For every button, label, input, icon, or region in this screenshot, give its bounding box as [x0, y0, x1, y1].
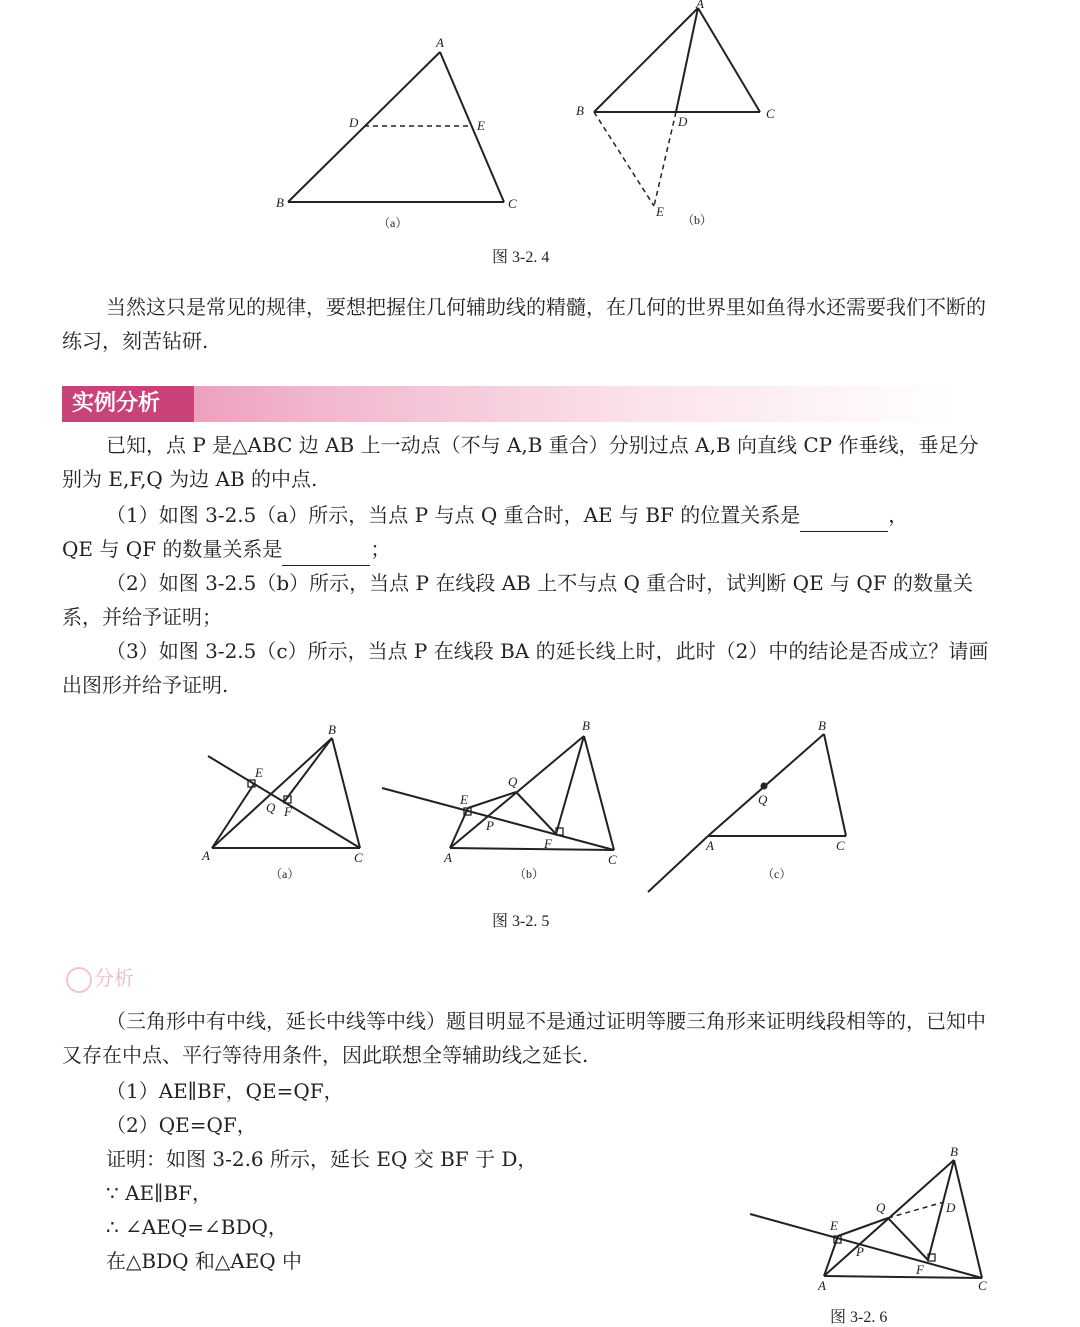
- analysis-label: [66, 962, 134, 993]
- point-label: D: [946, 1200, 956, 1215]
- point-label: Q: [266, 800, 276, 815]
- point-label: C: [836, 838, 845, 853]
- point-label: C: [608, 852, 617, 867]
- question-3: （3）如图 3-2.5（c）所示，当点 P 在线段 BA 的延长线上时，此时（2）中的结论是否成立？请画出图形并给予证明.: [62, 639, 989, 697]
- figure-3-2-5b: [378, 716, 628, 886]
- point-label: E: [656, 204, 664, 219]
- point-label: Q: [876, 1200, 886, 1215]
- figure-caption: 图 3-2. 5: [492, 913, 550, 930]
- subfigure-label: （b）: [682, 213, 713, 227]
- question-1: [106, 498, 908, 532]
- analysis-label-text: 分析: [94, 966, 134, 990]
- point-label: C: [766, 106, 775, 121]
- analysis-line: ∴ ∠AEQ=∠BDQ，: [106, 1215, 288, 1239]
- analysis-line: （2）QE=QF，: [106, 1113, 257, 1137]
- point-label: E: [460, 792, 468, 807]
- punct: ，: [888, 503, 909, 527]
- point-label: F: [916, 1262, 924, 1277]
- analysis-line: （1）AE∥BF，QE=QF，: [106, 1079, 344, 1103]
- punct: ；: [370, 537, 391, 561]
- figure-caption: 图 3-2. 6: [830, 1309, 888, 1326]
- subfigure-label: （a）: [378, 216, 408, 230]
- figure-3-2-4b: [570, 0, 790, 236]
- question-1-text: （1）如图 3-2.5（a）所示，当点 P 与点 Q 重合时，AE 与 BF 的位置关系是: [106, 503, 801, 527]
- analysis-line: ∵ AE∥BF，: [106, 1181, 212, 1205]
- point-label: A: [696, 0, 704, 11]
- figure-caption: 图 3-2. 4: [492, 249, 550, 266]
- analysis-line: 证明：如图 3-2.6 所示，延长 EQ 交 BF 于 D，: [106, 1147, 538, 1171]
- section-title: 实例分析: [62, 386, 194, 422]
- point-label: F: [544, 836, 552, 851]
- point-label: P: [856, 1244, 864, 1259]
- subfigure-label: （a）: [270, 867, 300, 881]
- point-label: B: [328, 722, 336, 737]
- point-label: B: [276, 195, 284, 210]
- question-2: （2）如图 3-2.5（b）所示，当点 P 在线段 AB 上不与点 Q 重合时，试判断 QE 与 QF 的数量关系，并给予证明；: [62, 571, 974, 629]
- point-label: A: [436, 35, 444, 50]
- point-label: E: [477, 118, 485, 133]
- point-label: P: [486, 818, 494, 833]
- paragraph: 当然这只是常见的规律，要想把握住几何辅助线的精髓，在几何的世界里如鱼得水还需要我们不断的练习，刻苦钻研.: [62, 295, 986, 353]
- figure-3-2-4a: [270, 30, 530, 240]
- point-label: A: [202, 848, 210, 863]
- point-label: C: [978, 1278, 987, 1292]
- point-label: D: [678, 114, 688, 129]
- subfigure-label: （b）: [514, 867, 545, 881]
- point-label: B: [950, 1144, 958, 1159]
- point-label: A: [818, 1278, 826, 1292]
- point-label: E: [830, 1218, 838, 1233]
- figure-3-2-6: [748, 1140, 998, 1292]
- analysis-paragraph: （三角形中有中线，延长中线等中线）题目明显不是通过证明等腰三角形来证明线段相等的，已知中又存在中点、平行等待用条件，因此联想全等辅助线之延长.: [62, 1009, 986, 1067]
- point-label: C: [508, 196, 517, 211]
- problem-intro: 已知，点 P 是△ABC 边 AB 上一动点（不与 A,B 重合）分别过点 A,B 向直线 CP 作垂线，垂足分别为 E,F,Q 为边 AB 的中点.: [62, 433, 979, 491]
- point-label: B: [818, 718, 826, 733]
- question-1b: [62, 532, 390, 566]
- figure-3-2-5a: [200, 716, 380, 886]
- section-header-bar: [62, 386, 952, 422]
- point-label: F: [284, 804, 292, 819]
- point-label: B: [582, 718, 590, 733]
- subfigure-label: （c）: [762, 867, 792, 881]
- point-label: B: [576, 103, 584, 118]
- point-label: Q: [508, 774, 518, 789]
- point-label: D: [349, 115, 359, 130]
- point-label: A: [706, 838, 714, 853]
- analysis-line: 在△BDQ 和△AEQ 中: [106, 1249, 303, 1273]
- answer-blank[interactable]: [800, 509, 888, 532]
- point-label: A: [444, 850, 452, 865]
- analysis-icon: [66, 967, 92, 993]
- figure-3-2-5c: [640, 716, 860, 896]
- answer-blank[interactable]: [282, 543, 370, 566]
- question-1b-text: QE 与 QF 的数量关系是: [62, 537, 283, 561]
- point-label: Q: [758, 792, 768, 807]
- point-label: E: [255, 765, 263, 780]
- point-label: C: [354, 850, 363, 865]
